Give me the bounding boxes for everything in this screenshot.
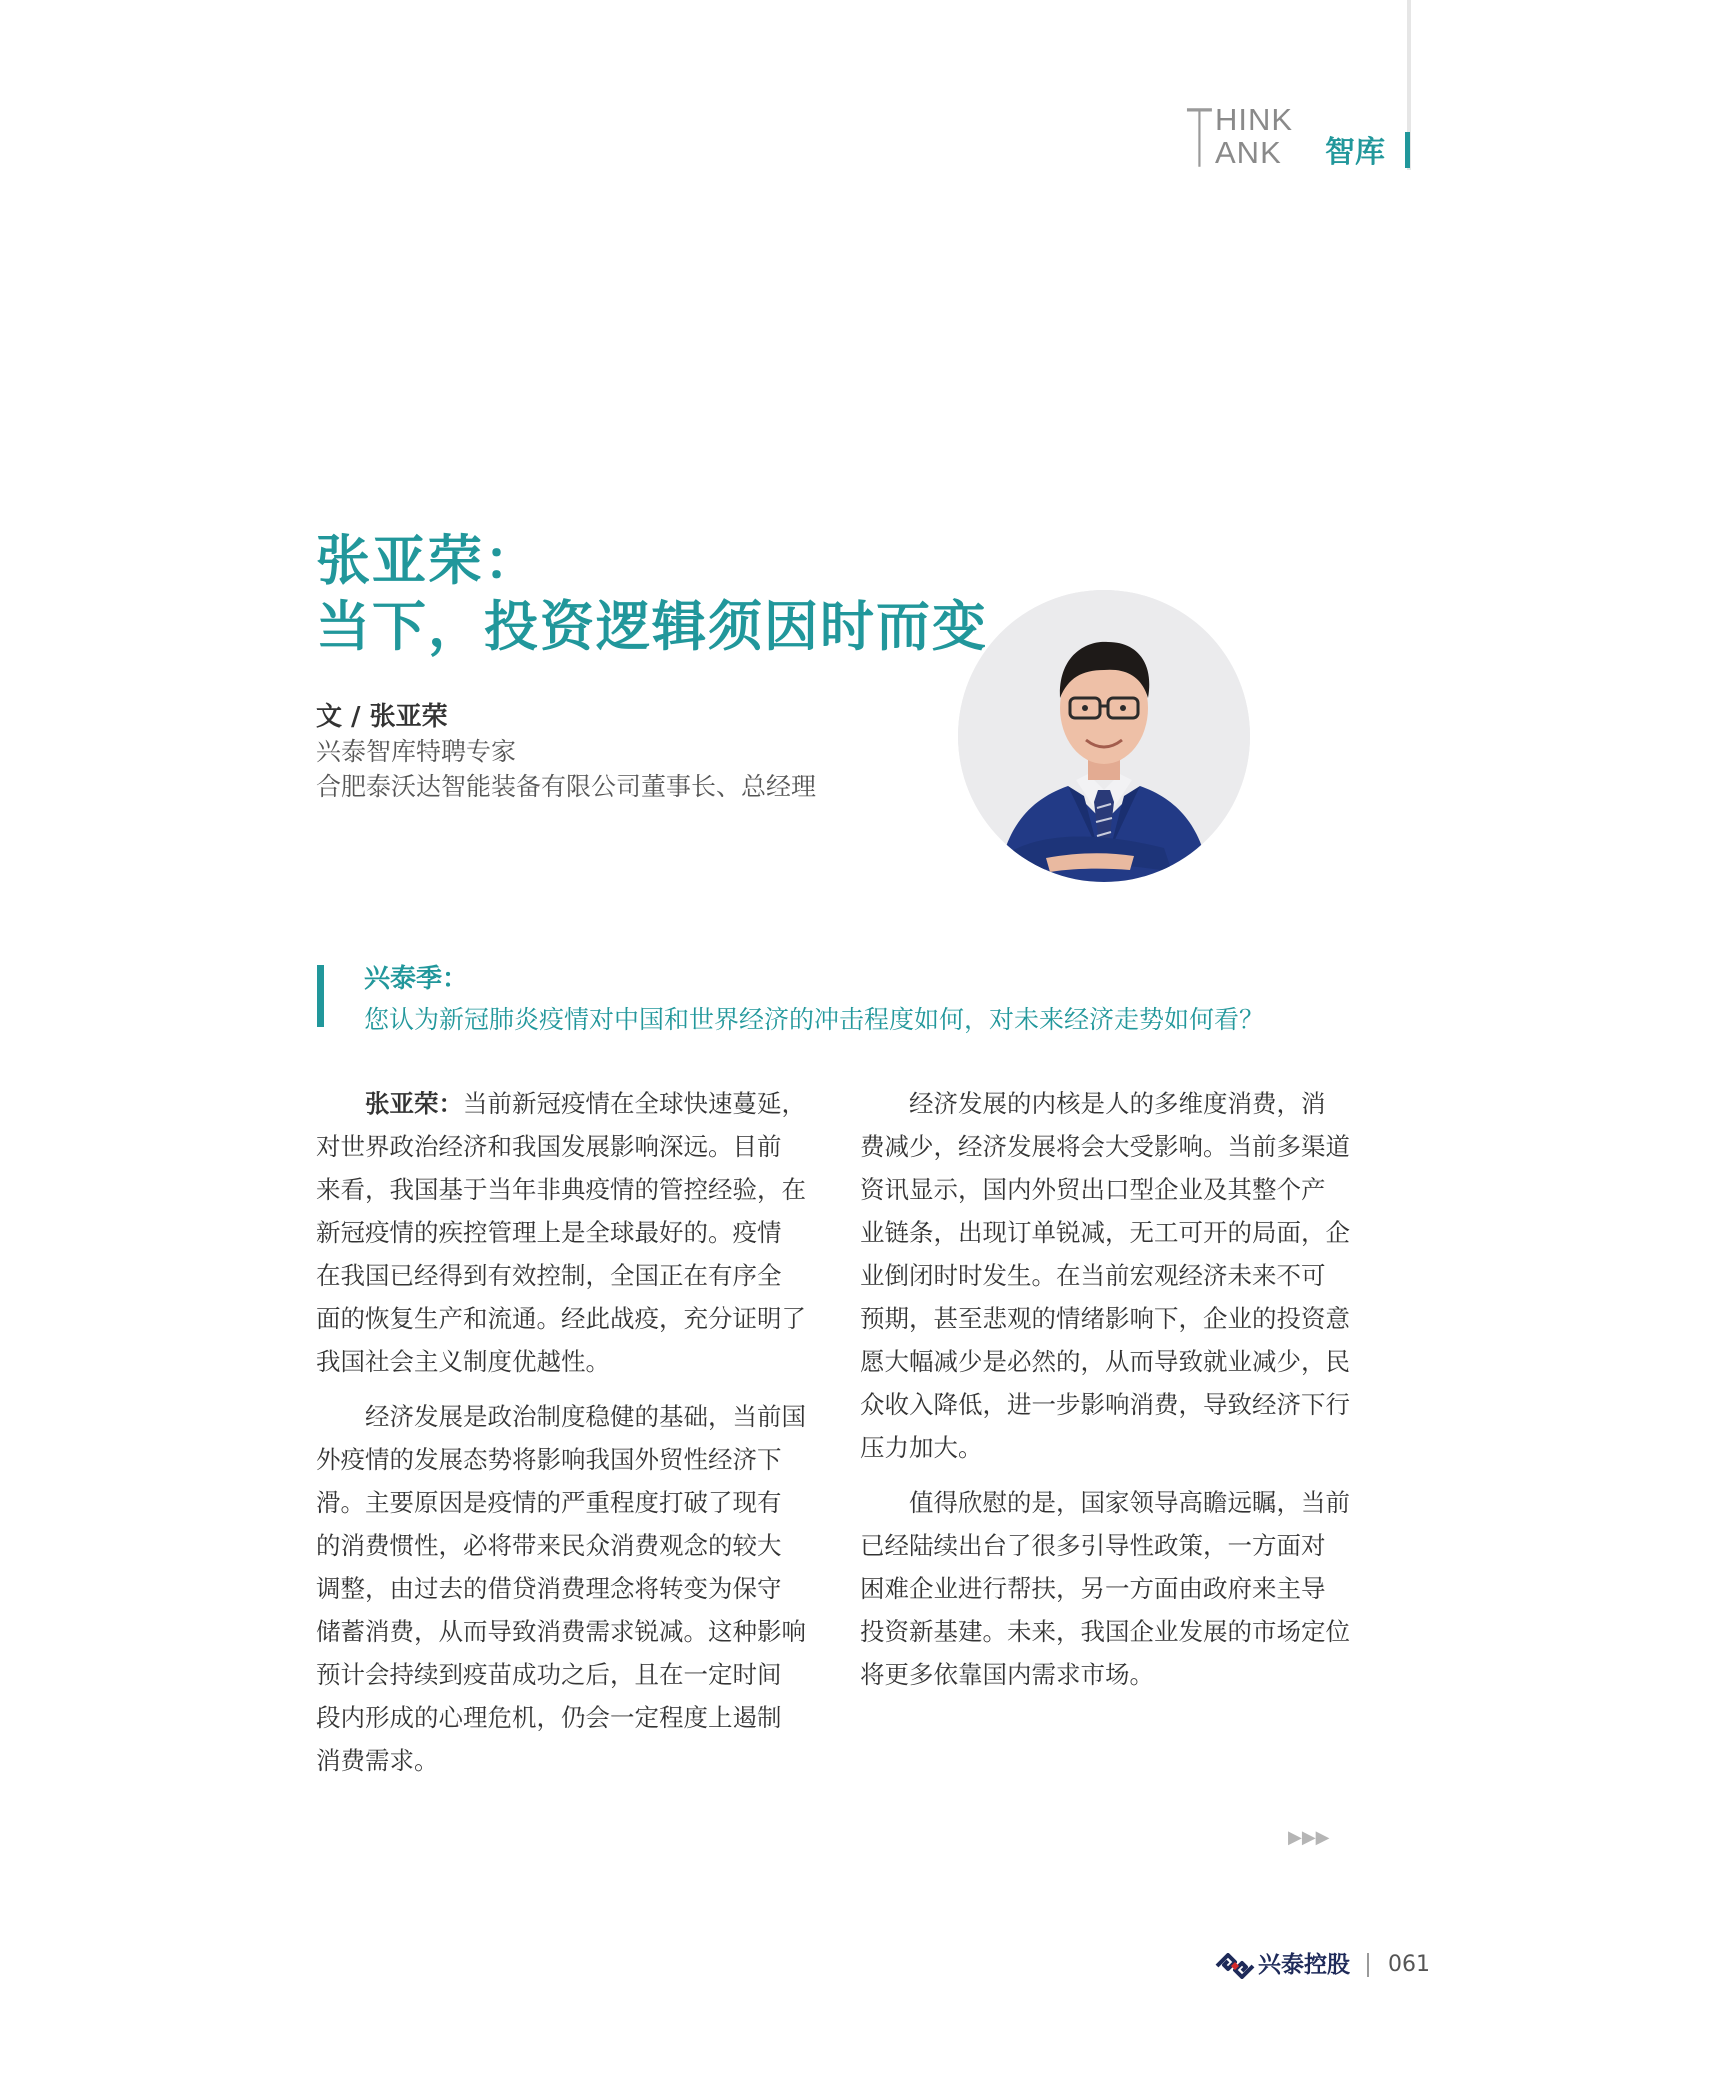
- body-line: 张亚荣：当前新冠疫情在全球快速蔓延，: [365, 1089, 806, 1118]
- body-line: 新冠疫情的疾控管理上是全球最好的。疫情: [316, 1218, 782, 1247]
- body-line: 将更多依靠国内需求市场。: [860, 1660, 1154, 1689]
- body-line: 外疫情的发展态势将影响我国外贸性经济下: [316, 1445, 782, 1474]
- body-line: 已经陆续出台了很多引导性政策，一方面对: [860, 1531, 1326, 1560]
- brand-zhiku: 智库: [1325, 135, 1385, 170]
- body-line: 消费需求。: [316, 1746, 439, 1775]
- body-line: 资讯显示，国内外贸出口型企业及其整个产: [860, 1175, 1326, 1204]
- body-column-right: [860, 1082, 1350, 1696]
- body-line: 值得欣慰的是，国家领导高瞻远瞩，当前: [909, 1488, 1350, 1517]
- body-line: 在我国已经得到有效控制，全国正在有序全: [316, 1261, 782, 1290]
- author-portrait: [958, 590, 1250, 882]
- footer-separator: [1367, 1953, 1369, 1977]
- body-line: 调整，由过去的借贷消费理念将转变为保守: [316, 1574, 782, 1603]
- body-line: 经济发展是政治制度稳健的基础，当前国: [365, 1402, 806, 1431]
- body-line: 我国社会主义制度优越性。: [316, 1347, 610, 1376]
- brand-tank: ANK: [1215, 135, 1282, 170]
- body-line: 困难企业进行帮扶，另一方面由政府来主导: [860, 1574, 1326, 1603]
- author-role-2: 合肥泰沃达智能装备有限公司董事长、总经理: [316, 772, 817, 801]
- body-line: 的消费惯性，必将带来民众消费观念的较大: [316, 1531, 782, 1560]
- body-line: 储蓄消费，从而导致消费需求锐减。这种影响: [316, 1617, 806, 1646]
- body-line: 业倒闭时时发生。在当前宏观经济未来不可: [860, 1261, 1326, 1290]
- body-line: 压力加大。: [860, 1433, 983, 1462]
- body-line: 投资新基建。未来，我国企业发展的市场定位: [860, 1617, 1350, 1646]
- question-accent-bar: [317, 965, 324, 1027]
- brand-think-tank-t: T: [1186, 93, 1213, 186]
- answer-speaker: 张亚荣：: [365, 1089, 463, 1118]
- body-line: 面的恢复生产和流通。经此战疫，充分证明了: [316, 1304, 806, 1333]
- body-line: 业链条，出现订单锐减，无工可开的局面，企: [860, 1218, 1350, 1247]
- continue-arrows-icon: ▶▶▶: [1288, 1827, 1330, 1848]
- page-number: 061: [1388, 1952, 1430, 1977]
- body-line: 来看，我国基于当年非典疫情的管控经验，在: [316, 1175, 806, 1204]
- question-label: 兴泰季：: [364, 964, 469, 994]
- question-text: 您认为新冠肺炎疫情对中国和世界经济的冲击程度如何，对未来经济走势如何看？: [364, 1005, 1265, 1034]
- footer-logo-text: 兴泰控股: [1258, 1952, 1350, 1978]
- brand-think: HINK: [1215, 102, 1294, 137]
- xingtai-logo-icon: [1215, 1953, 1255, 1979]
- author-role-1: 兴泰智库特聘专家: [316, 737, 517, 766]
- body-line: 预期，甚至悲观的情绪影响下，企业的投资意: [860, 1304, 1350, 1333]
- body-column-left: [316, 1082, 806, 1782]
- body-line: 愿大幅减少是必然的，从而导致就业减少，民: [860, 1347, 1350, 1376]
- article-title-line-1: 张亚荣：: [316, 529, 540, 592]
- body-line: 对世界政治经济和我国发展影响深远。目前: [316, 1132, 782, 1161]
- portrait-illustration: [958, 590, 1250, 882]
- body-line: 众收入降低，进一步影响消费，导致经济下行: [860, 1390, 1350, 1419]
- body-line: 预计会持续到疫苗成功之后，且在一定时间: [316, 1660, 782, 1689]
- body-line: 滑。主要原因是疫情的严重程度打破了现有: [316, 1488, 782, 1517]
- body-line: 经济发展的内核是人的多维度消费，消: [909, 1089, 1326, 1118]
- article-title-line-2: 当下，投资逻辑须因时而变: [316, 595, 988, 658]
- article-author: 文 / 张亚荣: [316, 702, 448, 732]
- header-accent-bar: [1405, 132, 1410, 168]
- body-line: 段内形成的心理危机，仍会一定程度上遏制: [316, 1703, 782, 1732]
- body-line: 费减少，经济发展将会大受影响。当前多渠道: [860, 1132, 1350, 1161]
